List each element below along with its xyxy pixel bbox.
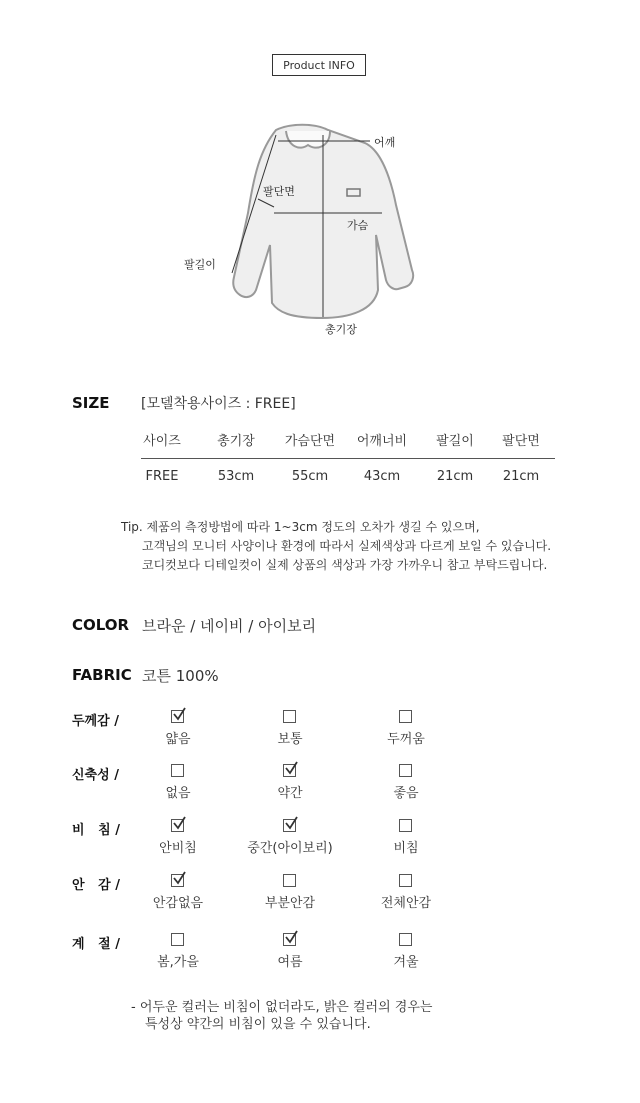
color-value: 브라운 / 네이비 / 아이보리 bbox=[142, 617, 317, 635]
checkbox-icon bbox=[399, 819, 412, 832]
attribute-option-label: 안감없음 bbox=[152, 896, 204, 911]
attribute-option-label: 봄,가을 bbox=[157, 955, 199, 970]
tip-line: Tip. 제품의 측정방법에 따라 1~3cm 정도의 오차가 생길 수 있으며, bbox=[121, 520, 480, 534]
attribute-option-label: 얇음 bbox=[165, 732, 191, 747]
checked-checkbox-icon bbox=[283, 933, 296, 946]
checked-checkbox-icon bbox=[171, 874, 184, 887]
attribute-option-label: 없음 bbox=[165, 786, 191, 801]
checked-checkbox-icon bbox=[283, 764, 296, 777]
size-cell: 43cm bbox=[363, 469, 401, 484]
model-size-note: [모델착용사이즈 : FREE] bbox=[141, 396, 296, 412]
checked-checkbox-icon bbox=[171, 819, 184, 832]
chest-label: 가슴 bbox=[347, 219, 369, 232]
checkbox-icon bbox=[399, 764, 412, 777]
attribute-label: 비 침 / bbox=[72, 823, 120, 838]
checked-checkbox-icon bbox=[171, 710, 184, 723]
size-cell: 55cm bbox=[291, 469, 329, 484]
size-col-header: 사이즈 bbox=[143, 434, 181, 449]
size-col-header: 팔단면 bbox=[502, 434, 540, 449]
sleeve-opening-label: 팔단면 bbox=[263, 185, 295, 198]
attribute-option-label: 겨울 bbox=[393, 955, 419, 970]
product-info-title: Product INFO bbox=[272, 54, 366, 76]
attribute-option-label: 비침 bbox=[393, 841, 419, 856]
attribute-option-label: 중간(아이보리) bbox=[247, 841, 333, 856]
size-cell: FREE bbox=[145, 469, 179, 484]
attribute-option-label: 부분안감 bbox=[264, 896, 316, 911]
checkbox-icon bbox=[399, 710, 412, 723]
size-heading: SIZE bbox=[72, 394, 110, 412]
shoulder-label: 어깨 bbox=[374, 136, 396, 149]
total-length-label: 총기장 bbox=[325, 323, 357, 336]
attribute-option-label: 여름 bbox=[277, 955, 303, 970]
color-heading: COLOR bbox=[72, 616, 130, 634]
attribute-option-label: 보통 bbox=[277, 732, 303, 747]
tip-line: 코디컷보다 디테일컷이 실제 상품의 색상과 가장 가까우니 참고 부탁드립니다. bbox=[142, 558, 548, 572]
garment-measurement-diagram bbox=[150, 105, 450, 349]
tip-line: 고객님의 모니터 사양이나 환경에 따라서 실제색상과 다르게 보일 수 있습니다. bbox=[142, 539, 552, 553]
checked-checkbox-icon bbox=[283, 819, 296, 832]
size-cell: 21cm bbox=[436, 469, 474, 484]
size-col-header: 총기장 bbox=[217, 434, 255, 449]
size-col-header: 팔길이 bbox=[436, 434, 474, 449]
checkbox-icon bbox=[399, 874, 412, 887]
attribute-label: 계 절 / bbox=[72, 937, 120, 952]
blouse-outline bbox=[150, 105, 450, 345]
fabric-value: 코튼 100% bbox=[142, 667, 219, 685]
size-col-header: 가슴단면 bbox=[284, 434, 336, 449]
attribute-label: 안 감 / bbox=[72, 878, 120, 893]
checkbox-icon bbox=[283, 874, 296, 887]
checkbox-icon bbox=[171, 933, 184, 946]
attribute-option-label: 약간 bbox=[277, 786, 303, 801]
size-cell: 21cm bbox=[502, 469, 540, 484]
attribute-option-label: 전체안감 bbox=[380, 896, 432, 911]
checkbox-icon bbox=[399, 933, 412, 946]
checkbox-icon bbox=[171, 764, 184, 777]
sleeve-length-label: 팔길이 bbox=[184, 258, 216, 271]
footer-note-line: - 어두운 컬러는 비침이 없더라도, 밝은 컬러의 경우는 bbox=[131, 1000, 433, 1015]
size-cell: 53cm bbox=[217, 469, 255, 484]
attribute-option-label: 두꺼움 bbox=[387, 732, 425, 747]
size-col-header: 어깨너비 bbox=[356, 434, 408, 449]
attribute-option-label: 좋음 bbox=[393, 786, 419, 801]
footer-note-line: 특성상 약간의 비침이 있을 수 있습니다. bbox=[145, 1017, 371, 1032]
attribute-label: 두께감 / bbox=[72, 714, 119, 729]
attribute-label: 신축성 / bbox=[72, 768, 119, 783]
checkbox-icon bbox=[283, 710, 296, 723]
size-table-divider bbox=[141, 458, 555, 459]
attribute-option-label: 안비침 bbox=[159, 841, 197, 856]
fabric-heading: FABRIC bbox=[72, 666, 132, 684]
